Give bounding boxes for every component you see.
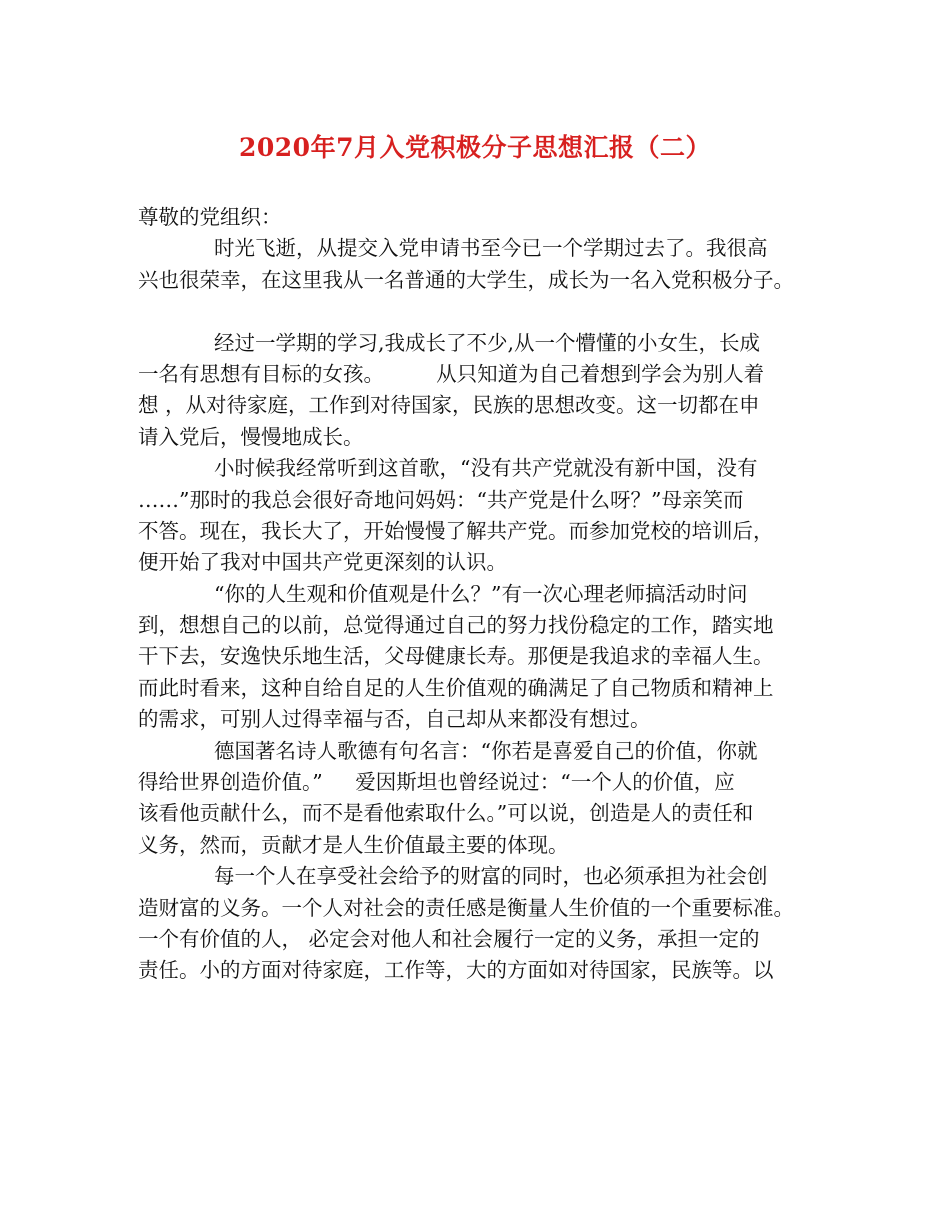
text-line: 不答。现在，我长大了，开始慢慢了解共产党。而参加党校的培训后， [138, 518, 774, 543]
text-line: 兴也很荣幸，在这里我从一名普通的大学生，成长为一名入党积极分子。 [138, 267, 794, 292]
document-body [138, 202, 818, 987]
text-line: 一个有价值的人， 必定会对他人和社会履行一定的义务，承担一定的 [138, 926, 760, 951]
text-line: 时光飞逝，从提交入党申请书至今已一个学期过去了。我很高 [214, 236, 768, 261]
text-line: 该看他贡献什么，而不是看他索取什么。”可以说，创造是人的责任和 [138, 801, 754, 826]
text-line: 造财富的义务。一个人对社会的责任感是衡量人生价值的一个重要标准。 [138, 895, 794, 920]
document-title: 2020年7月入党积极分子思想汇报（二） [239, 133, 711, 162]
text-line: 义务，然而，贡献才是人生价值最主要的体现。 [138, 832, 569, 857]
text-line: 想 ，从对待家庭，工作到对待国家，民族的思想改变。这一切都在申 [138, 393, 760, 418]
text-line: 而此时看来，这种自给自足的人生价值观的确满足了自己物质和精神上 [138, 675, 774, 700]
text-line: 经过一学期的学习,我成长了不少,从一个懵懂的小女生，长成 [214, 330, 761, 355]
text-line: 小时候我经常听到这首歌，“没有共产党就没有新中国，没有 [214, 456, 758, 481]
paragraph-gap [138, 296, 818, 327]
text-line: 每一个人在享受社会给予的财富的同时，也必须承担为社会创 [214, 864, 768, 889]
text-line: 便开始了我对中国共产党更深刻的认识。 [138, 550, 507, 575]
text-line: 德国著名诗人歌德有句名言：“你若是喜爱自己的价值，你就 [214, 738, 758, 763]
text-line: 的需求，可别人过得幸福与否，自己却从来都没有想过。 [138, 707, 651, 732]
text-line: 责任。小的方面对待家庭，工作等，大的方面如对待国家，民族等。以 [138, 958, 774, 983]
salutation: 尊敬的党组织： [138, 205, 282, 229]
paragraph-lines [138, 233, 818, 986]
text-line: 到，想想自己的以前，总觉得通过自己的努力找份稳定的工作，踏实地 [138, 613, 774, 638]
text-line: 得给世界创造价值。” 爱因斯坦也曾经说过：“一个人的价值，应 [138, 770, 735, 795]
text-line: ……”那时的我总会很好奇地问妈妈：“共产党是什么呀？”母亲笑而 [138, 487, 744, 512]
text-line: 干下去，安逸快乐地生活，父母健康长寿。那便是我追求的幸福人生。 [138, 644, 774, 669]
text-line: 一名有思想有目标的女孩。 从只知道为自己着想到学会为别人着 [138, 361, 765, 386]
text-line: 请入党后，慢慢地成长。 [138, 424, 364, 449]
text-line: “你的人生观和价值观是什么？”有一次心理老师搞活动时问 [214, 581, 748, 606]
